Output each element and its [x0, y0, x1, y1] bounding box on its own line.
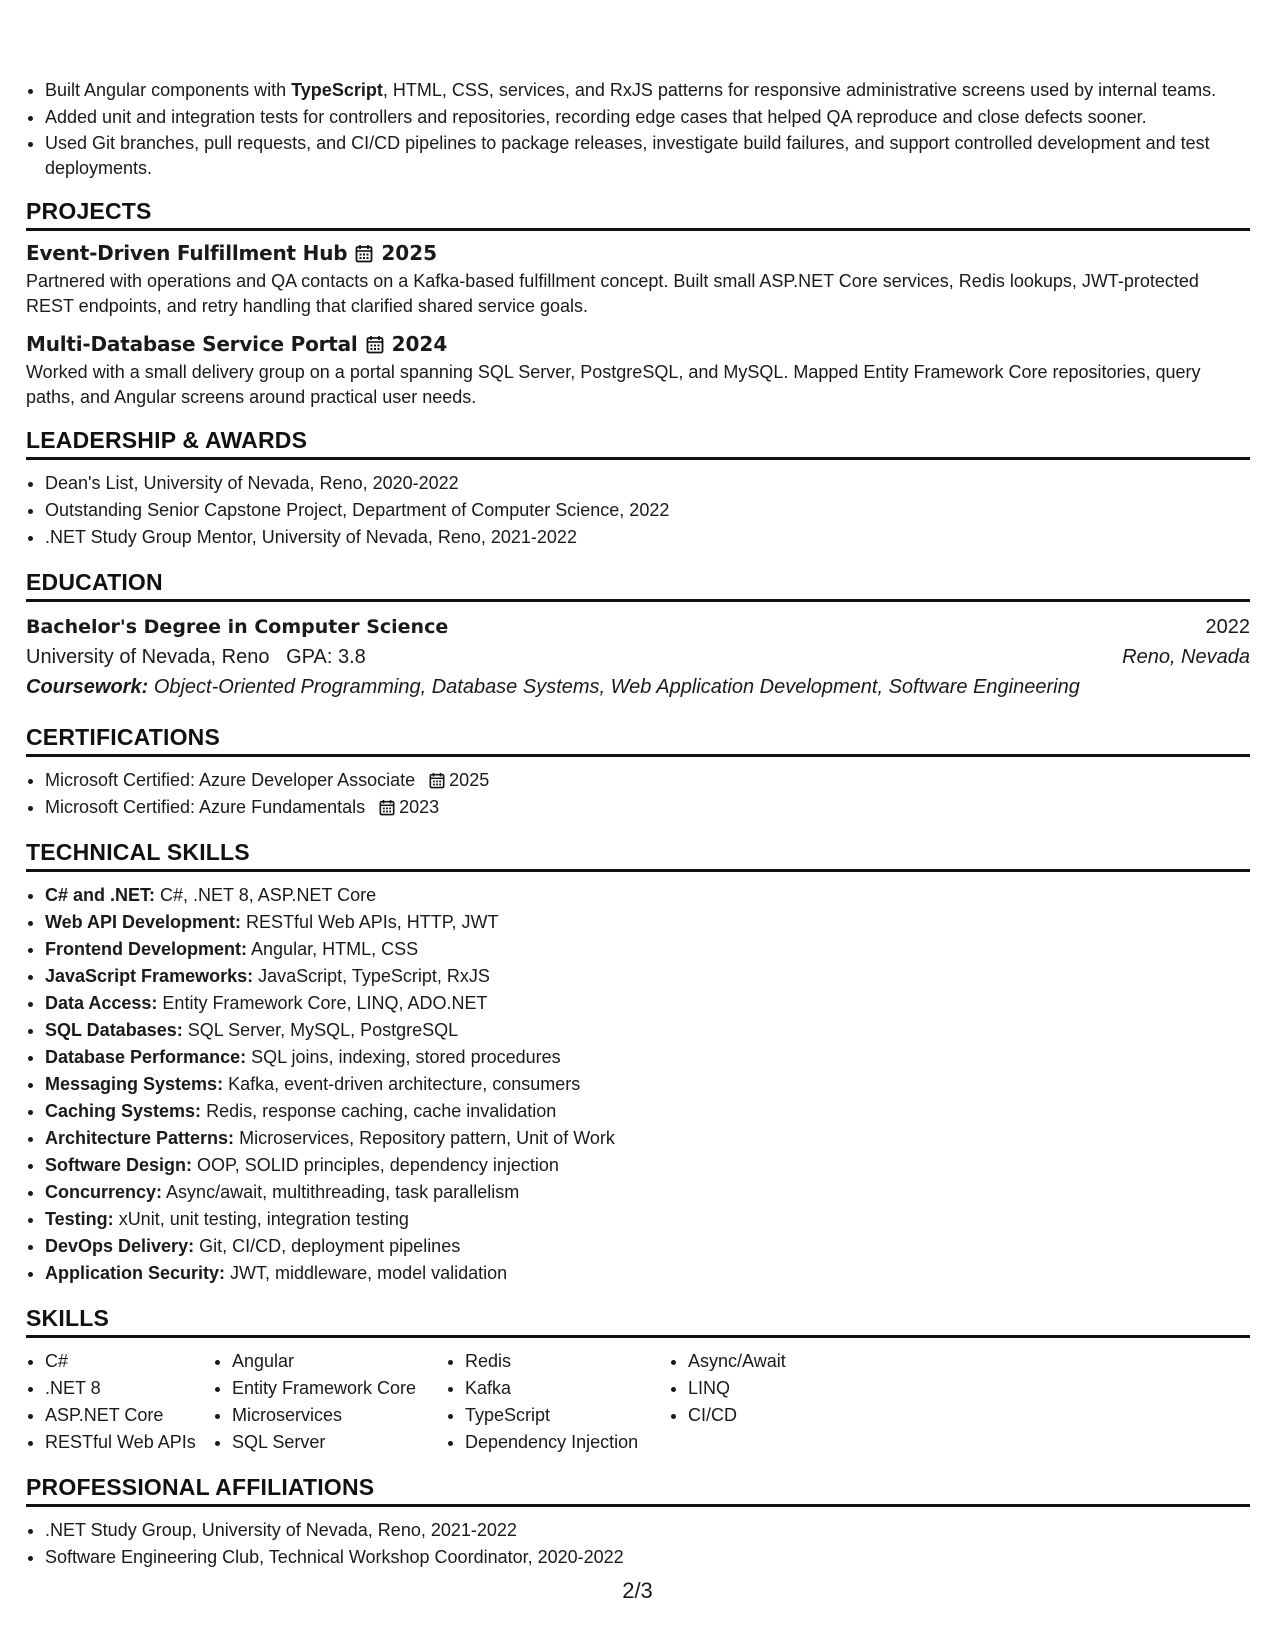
- list-item: • Dean's List, University of Nevada, Reno, 2020-2022: [45, 470, 1250, 497]
- skill-category: Concurrency:: [45, 1182, 163, 1202]
- list-item: • .NET Study Group, University of Nevada, Reno, 2021-2022: [45, 1517, 1250, 1544]
- technical-skill-item: [45, 1071, 1250, 1098]
- skill-values: Angular, HTML, CSS: [251, 939, 419, 959]
- technical-skill-item: [45, 1206, 1250, 1233]
- skills-grid: [26, 1348, 1250, 1456]
- leadership-list: [26, 470, 1250, 551]
- skill-values: JWT, middleware, model validation: [230, 1263, 508, 1283]
- bullet-text: Added unit and integration tests for controllers and repositories, recording edge cases that helped QA reproduce and close defects sooner.: [45, 106, 1147, 127]
- skill-category: Caching Systems:: [45, 1101, 202, 1121]
- skill-values: SQL Server, MySQL, PostgreSQL: [187, 1020, 459, 1040]
- leadership-heading: LEADERSHIP & AWARDS: [26, 427, 1250, 460]
- project-year: 2024: [391, 332, 448, 356]
- project-item: [26, 332, 1250, 409]
- list-item: • Outstanding Senior Capstone Project, Department of Computer Science, 2022: [45, 497, 1250, 524]
- skill-values: xUnit, unit testing, integration testing: [118, 1209, 409, 1229]
- skill-item: • Microservices: [232, 1402, 446, 1429]
- skills-heading: SKILLS: [26, 1305, 1250, 1338]
- projects-heading: PROJECTS: [26, 198, 1250, 231]
- skill-values: RESTful Web APIs, HTTP, JWT: [246, 912, 499, 932]
- skill-category: SQL Databases:: [45, 1020, 183, 1040]
- project-title: Event-Driven Fulfillment Hub: [26, 241, 348, 265]
- certifications-list: [26, 767, 1250, 821]
- technical-skill-item: [45, 1125, 1250, 1152]
- school-name: University of Nevada, Reno: [26, 646, 270, 668]
- technical-skill-item: [45, 1260, 1250, 1287]
- certification-item: [45, 767, 1250, 794]
- skill-item: • Async/Await: [688, 1348, 888, 1375]
- education-school-row: [26, 642, 1250, 672]
- education-heading: EDUCATION: [26, 569, 1250, 602]
- calendar-icon: [379, 799, 395, 816]
- technical-skill-item: [45, 1152, 1250, 1179]
- skill-item: • C#: [45, 1348, 213, 1375]
- affiliations-list: [26, 1517, 1250, 1571]
- certification-name: • Microsoft Certified: Azure Developer Associate: [45, 770, 416, 790]
- skill-category: Data Access:: [45, 993, 158, 1013]
- technical-skill-item: [45, 882, 1250, 909]
- skill-category: Web API Development:: [45, 912, 242, 932]
- skill-item: • Dependency Injection: [465, 1429, 669, 1456]
- skill-category: C# and .NET:: [45, 885, 156, 905]
- certification-row: [45, 794, 1250, 821]
- certification-item: [45, 794, 1250, 821]
- skill-values: Entity Framework Core, LINQ, ADO.NET: [162, 993, 488, 1013]
- certification-name: • Microsoft Certified: Azure Fundamentals: [45, 797, 366, 817]
- certification-year: 2023: [399, 797, 440, 817]
- skills-column: [213, 1348, 446, 1456]
- technical-skill-item: [45, 1044, 1250, 1071]
- experience-bullets: [26, 78, 1250, 180]
- school-info: [26, 642, 366, 672]
- coursework-list: Object-Oriented Programming, Database Systems, Web Application Development, Software Engineering: [153, 676, 1080, 698]
- degree-title: Bachelor's Degree in Computer Science: [26, 616, 449, 638]
- skill-category: Software Design:: [45, 1155, 193, 1175]
- skill-values: SQL joins, indexing, stored procedures: [251, 1047, 561, 1067]
- project-title-row: [26, 241, 1250, 265]
- skills-column: [669, 1348, 888, 1456]
- skill-item: • Kafka: [465, 1375, 669, 1402]
- project-year: 2025: [381, 241, 438, 265]
- calendar-icon: [366, 335, 384, 354]
- gpa: GPA: 3.8: [286, 646, 366, 668]
- resume-page: [26, 78, 1250, 1571]
- project-description: Worked with a small delivery group on a portal spanning SQL Server, PostgreSQL, and MySQL. Mapped Entity Framework Core repositories, query paths, and Angular screens around practical user needs.: [26, 362, 1201, 407]
- affiliations-heading: PROFESSIONAL AFFILIATIONS: [26, 1474, 1250, 1507]
- skills-column: [446, 1348, 669, 1456]
- skill-values: Kafka, event-driven architecture, consumers: [228, 1074, 581, 1094]
- experience-bullet: [45, 131, 1250, 180]
- project-item: [26, 241, 1250, 318]
- skill-item: • SQL Server: [232, 1429, 446, 1456]
- skill-item: • ASP.NET Core: [45, 1402, 213, 1429]
- skill-category: Frontend Development:: [45, 939, 248, 959]
- skill-item: • Redis: [465, 1348, 669, 1375]
- skill-item: • LINQ: [688, 1375, 888, 1402]
- certification-row: [45, 767, 1250, 794]
- project-description: Partnered with operations and QA contacts on a Kafka-based fulfillment concept. Built small ASP.NET Core services, Redis lookups, JWT-protected REST endpoints, and retry handling that clarified shared service goals.: [26, 271, 1199, 316]
- project-title-row: [26, 332, 1250, 356]
- list-item: • .NET Study Group Mentor, University of Nevada, Reno, 2021-2022: [45, 524, 1250, 551]
- skill-values: JavaScript, TypeScript, RxJS: [258, 966, 490, 986]
- skill-category: Database Performance:: [45, 1047, 247, 1067]
- skill-values: OOP, SOLID principles, dependency injection: [197, 1155, 559, 1175]
- skill-values: Microservices, Repository pattern, Unit of Work: [239, 1128, 615, 1148]
- technical-skill-item: [45, 963, 1250, 990]
- skill-category: Architecture Patterns:: [45, 1128, 235, 1148]
- skill-item: • RESTful Web APIs: [45, 1429, 213, 1456]
- experience-bullet: [45, 105, 1250, 130]
- bullet-bold-text: TypeScript: [291, 80, 383, 100]
- page-indicator: 2/3: [622, 1578, 653, 1603]
- graduation-year: 2022: [1205, 616, 1250, 638]
- bullet-text: Built Angular components with: [45, 80, 292, 100]
- skill-category: Messaging Systems:: [45, 1074, 224, 1094]
- calendar-icon: [429, 772, 445, 789]
- skill-category: Application Security:: [45, 1263, 226, 1283]
- technical-skills-list: [26, 882, 1250, 1287]
- experience-bullet: [45, 78, 1250, 103]
- skill-values: C#, .NET 8, ASP.NET Core: [160, 885, 377, 905]
- skill-item: • Entity Framework Core: [232, 1375, 446, 1402]
- education-degree-row: [26, 612, 1250, 642]
- technical-skill-item: [45, 936, 1250, 963]
- skill-item: • Angular: [232, 1348, 446, 1375]
- bullet-text: Used Git branches, pull requests, and CI/CD pipelines to package releases, investigate build failures, and support controlled development and test deployments.: [45, 133, 1210, 178]
- skill-category: DevOps Delivery:: [45, 1236, 195, 1256]
- bullet-text: , HTML, CSS, services, and RxJS patterns for responsive administrative screens used by internal teams.: [382, 80, 1217, 100]
- school-location: Reno, Nevada: [1122, 646, 1250, 668]
- skill-item: • .NET 8: [45, 1375, 213, 1402]
- skill-values: Async/await, multithreading, task parallelism: [166, 1182, 520, 1202]
- skill-values: Git, CI/CD, deployment pipelines: [199, 1236, 461, 1256]
- technical-skills-heading: TECHNICAL SKILLS: [26, 839, 1250, 872]
- skills-column: [26, 1348, 213, 1456]
- calendar-icon: [355, 244, 373, 263]
- technical-skill-item: [45, 909, 1250, 936]
- technical-skill-item: [45, 1179, 1250, 1206]
- project-title: Multi-Database Service Portal: [26, 332, 358, 356]
- certification-year: 2025: [449, 770, 490, 790]
- skill-category: Testing:: [45, 1209, 114, 1229]
- skill-item: • CI/CD: [688, 1402, 888, 1429]
- skill-item: • TypeScript: [465, 1402, 669, 1429]
- coursework: [26, 672, 1250, 702]
- technical-skill-item: [45, 1098, 1250, 1125]
- skill-values: Redis, response caching, cache invalidation: [206, 1101, 557, 1121]
- coursework-label: Coursework:: [26, 676, 149, 698]
- technical-skill-item: [45, 1017, 1250, 1044]
- technical-skill-item: [45, 990, 1250, 1017]
- technical-skill-item: [45, 1233, 1250, 1260]
- skill-category: JavaScript Frameworks:: [45, 966, 254, 986]
- list-item: • Software Engineering Club, Technical Workshop Coordinator, 2020-2022: [45, 1544, 1250, 1571]
- certifications-heading: CERTIFICATIONS: [26, 724, 1250, 757]
